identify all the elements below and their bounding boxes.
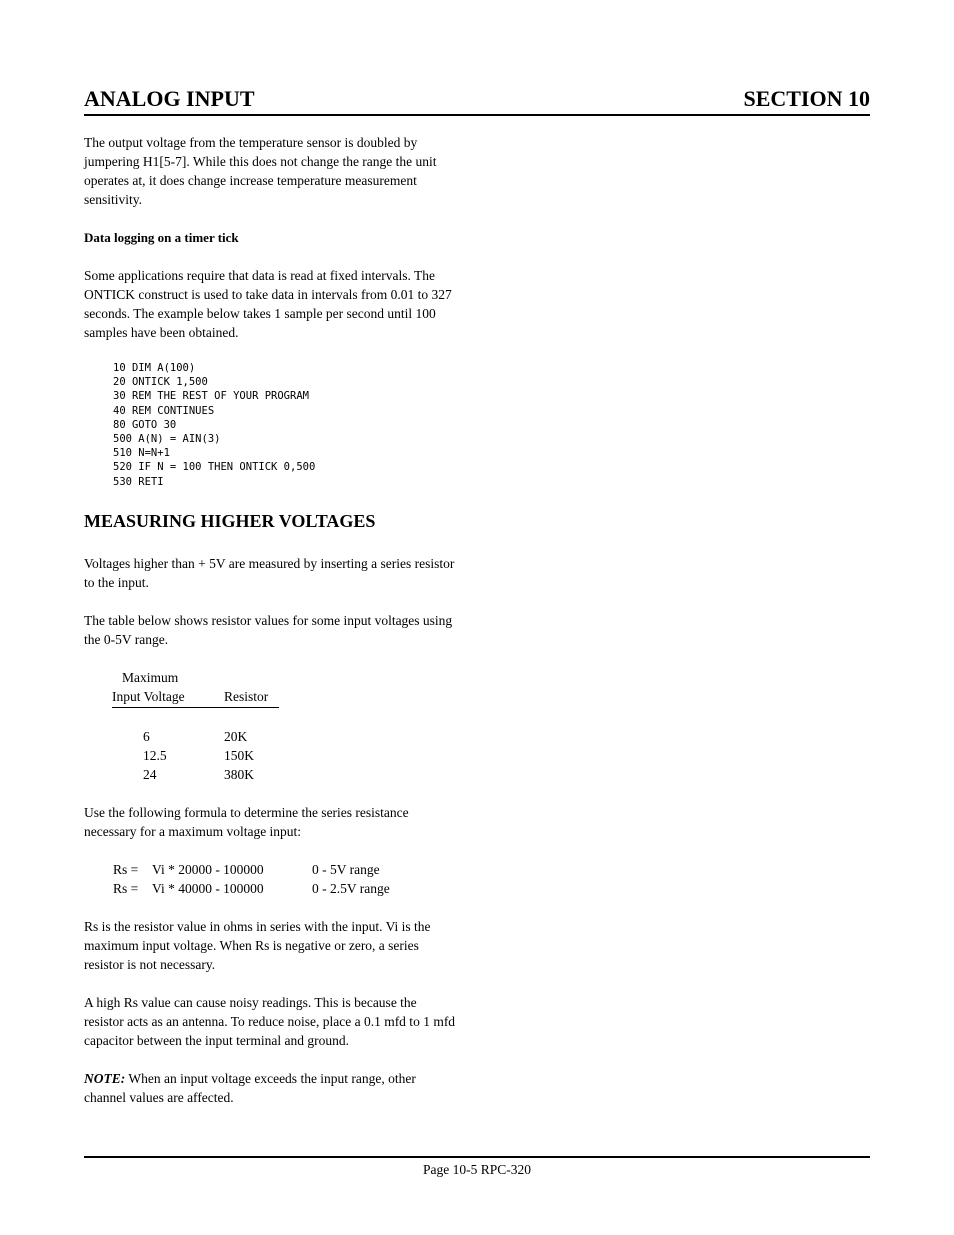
table-row: [112, 746, 456, 765]
header-resistor: Resistor: [224, 688, 269, 704]
code-line: 500 A(N) = AIN(3): [113, 433, 221, 446]
section-number: SECTION 10: [743, 86, 870, 111]
subheading-data-logging: Data logging on a timer tick: [84, 230, 239, 245]
main-column: [84, 133, 456, 1107]
formula-expression: Vi * 20000 - 100000: [152, 861, 264, 877]
table-row: [112, 765, 456, 784]
formula-row: [113, 879, 456, 898]
formula-lhs: Rs =: [113, 880, 139, 896]
header-input-voltage: Input Voltage: [112, 688, 185, 704]
code-listing: [113, 361, 456, 489]
page-header: [84, 84, 870, 116]
formula-row: [113, 860, 456, 879]
code-line: 80 GOTO 30: [113, 418, 177, 431]
page-footer: Page 10-5 RPC-320: [84, 1156, 870, 1178]
voltage-cell: 12.5: [143, 747, 167, 763]
table-body: [112, 727, 456, 784]
formula-range: 0 - 2.5V range: [312, 880, 390, 896]
voltage-cell: 6: [143, 728, 150, 744]
code-line: 20 ONTICK 1,500: [113, 376, 208, 389]
formula-block: [113, 860, 456, 898]
intro-paragraph: The output voltage from the temperature sensor is doubled by jumpering H1[5-7]. While this does not change the range the unit operates at, it does change increase temperature measurement sensitivity.: [84, 135, 437, 207]
ontick-paragraph: Some applications require that data is read at fixed intervals. The ONTICK construct is used to take data in intervals from 0.01 to 327 seconds. The example below takes 1 sample per second until 100 samples have been obtained.: [84, 268, 452, 340]
formula-expression: Vi * 40000 - 100000: [152, 880, 264, 896]
table-header: [112, 668, 279, 708]
formula-lhs: Rs =: [113, 861, 139, 877]
voltage-cell: 24: [143, 766, 157, 782]
note-text: When an input voltage exceeds the input range, other channel values are affected.: [84, 1070, 416, 1105]
section-heading: MEASURING HIGHER VOLTAGES: [84, 510, 376, 531]
note-label: NOTE:: [84, 1070, 126, 1086]
higher-voltage-paragraph: Voltages higher than + 5V are measured by inserting a series resistor to the input.: [84, 555, 455, 590]
section-title: ANALOG INPUT: [84, 86, 255, 111]
rs-explanation-paragraph: Rs is the resistor value in ohms in series with the input. Vi is the maximum input voltage. When Rs is negative or zero, a series resistor is not necessary.: [84, 918, 431, 972]
note-paragraph: [84, 1069, 456, 1107]
resistor-table: [112, 668, 456, 784]
formula-range: 0 - 5V range: [312, 861, 380, 877]
header-maximum: Maximum: [122, 669, 179, 685]
table-row: [112, 727, 456, 746]
formula-intro-paragraph: Use the following formula to determine the series resistance necessary for a maximum voltage input:: [84, 804, 409, 839]
resistor-cell: 380K: [224, 766, 254, 782]
code-line: 520 IF N = 100 THEN ONTICK 0,500: [113, 461, 316, 474]
code-line: 40 REM CONTINUES: [113, 404, 215, 417]
table-intro-paragraph: The table below shows resistor values for some input voltages using the 0-5V range.: [84, 612, 453, 647]
code-line: 530 RETI: [113, 475, 164, 488]
code-line: 510 N=N+1: [113, 447, 170, 460]
code-line: 30 REM THE REST OF YOUR PROGRAM: [113, 390, 309, 403]
code-line: 10 DIM A(100): [113, 362, 196, 374]
noise-paragraph: A high Rs value can cause noisy readings. This is because the resistor acts as an antenna. To reduce noise, place a 0.1 mfd to 1 mfd capacitor between the input terminal and ground.: [84, 994, 456, 1048]
resistor-cell: 150K: [224, 747, 254, 763]
resistor-cell: 20K: [224, 728, 248, 744]
